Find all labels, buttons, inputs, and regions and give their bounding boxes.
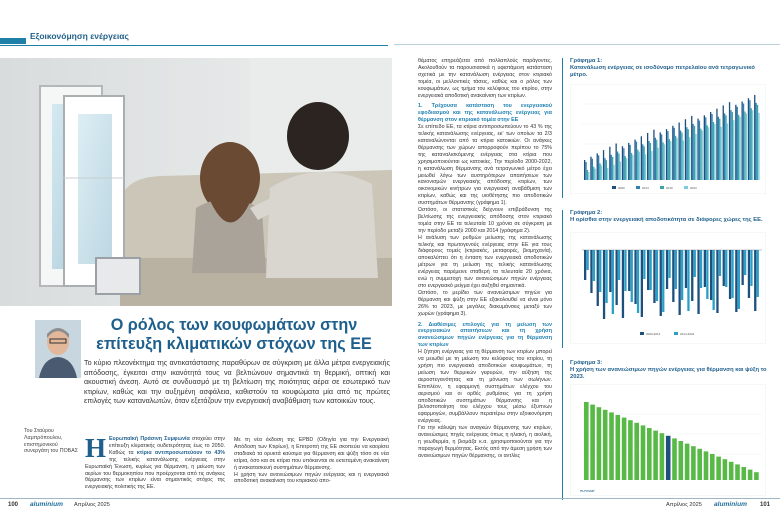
graph-3-bar <box>666 436 671 480</box>
graph-3-bar <box>735 464 740 480</box>
graph-3-title: Η χρήση των ανανεώσιμων πηγών ενέργειας για θέρμανση και ψύξη το 2023. <box>570 367 767 381</box>
graph-3-bar <box>729 462 734 480</box>
graph-2-bar <box>697 250 699 314</box>
graph-3-bar <box>748 470 753 480</box>
graph-1-bar <box>590 157 591 180</box>
graph-1-bar <box>604 158 605 180</box>
graph-1-bar <box>651 151 652 180</box>
graph-1-bar <box>593 167 594 180</box>
graph-1-bar <box>628 143 629 180</box>
body-column-3 <box>418 58 552 460</box>
graph-2-bar <box>647 250 649 290</box>
graph-1-bar <box>588 172 589 180</box>
graph-1-bar <box>744 112 745 181</box>
body-paragraph: Ωστόσο, το μερίδιο των ανανεώσιμων πηγών για θέρμανση και ψύξη στην ΕΕ εξακολουθεί να είναι μόνο 26% το 2023, με μεγάλες διακυμάνσεις μεταξύ των χωρών (γράφημα 3). <box>418 289 552 317</box>
graph-1-bar <box>699 121 700 180</box>
graph-2-chart <box>570 232 766 344</box>
graph-2-bar <box>597 250 599 306</box>
graph-2-bar <box>641 250 643 317</box>
svg-text:2019: 2019 <box>666 186 673 190</box>
svg-text:2023: 2023 <box>690 186 697 190</box>
graph-1-bar <box>617 152 618 181</box>
body-paragraph: Για την κάλυψη των αναγκών θέρμανσης των κτιρίων, ανανεώσιμες πηγές ενέργειας όπως η ηλιακή, η αιολική, η γεωθερμία, η βιομάζα κ.α. χρησιμοποιούνται για την παραγωγή θερμότητας. Εκτός από την άμεση χρήση των ανανεώσιμων πηγών θέρμανσης, οι αντλίες <box>418 425 552 459</box>
section-title: Εξοικονόμηση ενέργειας <box>30 31 129 41</box>
graph-1-title: Κατανάλωση ενέργειας σε ισοδύναμο πετρελαίου ανά τετραγωνικό μέτρο. <box>570 65 755 79</box>
graph-1-bar <box>620 162 621 181</box>
body-column-2: Με τη νέα έκδοση της EPBD (Οδηγία για την Ενεργειακή Απόδοση των Κτιρίων), η Επιτροπή της ΕΕ σκοπεύει να καορίσει σταδιακά τα ορυκτά καύσιμα για θέρμανση και ψύξη τόσο σε νέα κτίρια, όσο και σε κτίρια που υπόκεινται σε εκτεταμένη ανακαίνιση ή ανακατασκευή συστημάτων θέρμανσης. Η χρήση των ανανεώσιμων πηγών ενέργειας και η ενεργειακά αποδοτική ανακαίνιση του κτιριακού απο- <box>234 437 389 485</box>
graph-3-bar <box>691 446 696 480</box>
graph-1-bar <box>714 124 715 180</box>
graph-2-bar <box>691 250 693 301</box>
graph-1-bar <box>595 169 596 180</box>
graph-1-bar <box>642 144 643 180</box>
graph-1-bar <box>666 129 667 180</box>
graph-1-bar <box>680 131 681 181</box>
graph-2-bar <box>634 250 636 304</box>
graph-1-bar <box>751 108 752 180</box>
graph-1-bar <box>601 165 602 180</box>
graph-1-bar <box>749 100 750 180</box>
graph-3-panel <box>562 360 770 500</box>
graph-1-bar <box>655 138 656 180</box>
graph-1-bar <box>623 148 624 180</box>
graph-2-bar <box>754 250 756 311</box>
graph-1-bar <box>727 123 728 180</box>
left-issue-date: Απρίλιος 2025 <box>74 502 110 508</box>
right-page-number: 101 <box>760 502 771 508</box>
graph-1-bar <box>695 134 696 180</box>
graph-1-bar <box>721 127 722 180</box>
hero-photo <box>0 58 392 306</box>
graph-1-bar <box>730 110 731 180</box>
subheading-2: 2. Διαθέσιμες επιλογές για τη μείωση των ενεργειακών απαιτήσεων και τη χρήση ανανεώσιμων πηγών ενέργειας για τη θέρμανση των κτιρίων <box>418 321 552 349</box>
graph-1-bar <box>732 112 733 180</box>
graph-1-bar <box>626 158 627 180</box>
graph-2-bar <box>656 250 658 301</box>
graph-1-bar <box>733 120 734 180</box>
graph-1-bar <box>592 159 593 180</box>
graph-1-bar <box>711 114 712 180</box>
left-brand-logo: aluminium <box>30 501 63 508</box>
graph-2-bar <box>618 250 620 280</box>
right-brand-logo: aluminium <box>714 501 747 508</box>
right-issue-date: Απρίλιος 2025 <box>666 502 702 508</box>
graph-2-bar <box>624 250 626 291</box>
graph-3-bar <box>710 454 715 480</box>
graph-1-bar <box>637 150 638 180</box>
graph-1-bar <box>710 112 711 180</box>
graph-2-title: Η ορίσθια στην ενεργειακή αποδοτικότητα σε διάφορες χώρες της ΕΕ. <box>570 217 763 224</box>
graph-2-bar <box>729 250 731 299</box>
author-photo <box>35 320 81 378</box>
graph-1-bar <box>669 139 670 180</box>
graph-1-bar <box>693 124 694 180</box>
graph-1-bar <box>647 133 648 180</box>
graph-2-bar <box>716 250 718 313</box>
graph-1-bar <box>603 150 604 180</box>
graph-2-bar <box>650 250 652 290</box>
graph-3-bar <box>754 472 759 480</box>
graph-2-bar <box>603 250 605 319</box>
graph-2-bar <box>584 250 586 280</box>
graph-2-bar <box>735 250 737 312</box>
graph-1-bar <box>707 125 708 180</box>
graph-2-bar <box>593 250 595 281</box>
graph-1-bar <box>660 132 661 180</box>
graph-2-bar <box>725 250 727 287</box>
svg-text:2000: 2000 <box>618 186 625 190</box>
graph-3-bar <box>609 412 614 480</box>
graph-3-bar <box>697 449 702 480</box>
graph-1-bar <box>679 123 680 181</box>
drop-cap: Η <box>85 433 107 463</box>
graph-1-bar <box>613 165 614 180</box>
graph-1-bar <box>653 130 654 180</box>
graph-1-bar <box>702 131 703 180</box>
graph-2-bar <box>675 250 677 289</box>
graph-1-bar <box>739 117 740 180</box>
graph-2-panel <box>562 210 770 348</box>
graph-1-bar <box>683 141 684 181</box>
graph-2-bar <box>744 250 746 275</box>
graph-2-bar <box>685 250 687 288</box>
graph-3-bar <box>679 441 684 480</box>
graph-3-bar <box>660 433 665 480</box>
graph-1-bar <box>584 160 585 180</box>
body-paragraph: Η ανάλυση των ρυθμών μείωσης της κατανάλωσης τελικής και πρωτογενούς ενέργειας στην ΕΕ για τους διάφορους τομείς (κτιριακός, μεταφορές, βιομηχανία), αποκαλύπτει ότι η ένταση των ενεργειακά αποδοτικών μέτρων για τη μείωση της τελικής κατανάλωσης ενέργειας παρέμεινε σταθερή τα τελευταία 20 χρόνια, ενώ η συμμετοχή των ανανεώσιμων πηγών ενέργειας στο ενεργειακό μείγμα έχει αυξηθεί σημαντικά. <box>418 234 552 289</box>
graph-1-bar <box>735 105 736 180</box>
graph-1-bar <box>631 153 632 180</box>
graph-1-bar <box>718 117 719 180</box>
graph-1-bar <box>743 104 744 181</box>
graph-1-bar <box>645 154 646 180</box>
graph-2-bar <box>616 250 618 305</box>
graph-3-bar <box>622 418 627 480</box>
graph-2-bar <box>687 250 689 311</box>
graph-1-bar <box>729 102 730 180</box>
graph-2-bar <box>694 250 696 277</box>
graph-2-bar <box>757 250 759 297</box>
left-page-number: 100 <box>8 502 19 508</box>
graph-2-bar <box>668 250 670 278</box>
body-column-1 <box>85 433 225 491</box>
graph-1-bar <box>656 140 657 180</box>
graph-2-bar <box>723 250 725 286</box>
graph-1-bar <box>625 156 626 180</box>
graph-1-bar <box>758 113 759 180</box>
graph-2-bar <box>599 250 601 292</box>
graph-1-bar <box>672 126 673 180</box>
graph-3-bar <box>597 407 602 480</box>
graph-1-chart <box>570 84 766 194</box>
graph-1-bar <box>697 119 698 180</box>
graph-1-bar <box>688 129 689 180</box>
graph-2-bar <box>637 250 639 313</box>
graph-1-bar <box>723 105 724 180</box>
graph-2-bar <box>719 250 721 276</box>
graph-1-bar <box>742 102 743 181</box>
graph-1-bar <box>752 110 753 180</box>
subheading-1: 1. Τρέχουσα κατάσταση του ενεργειακού εφοδιασμού και της κατανάλωσης ενέργειας για θέρμανση στον κτιριακό τομέα στην ΕΕ <box>418 103 552 124</box>
graph-1-bar <box>737 107 738 180</box>
graph-2-bar <box>628 250 630 291</box>
graph-1-bar <box>634 140 635 180</box>
graph-1-bar <box>616 144 617 181</box>
graph-1-bar <box>644 146 645 180</box>
graph-1-bar <box>676 138 677 180</box>
graph-2-bar <box>605 250 607 303</box>
graph-2-bar <box>612 250 614 314</box>
graph-3-bar <box>616 415 621 480</box>
graph-1-bar <box>675 136 676 180</box>
graph-3-bar <box>647 428 652 480</box>
graph-1-bar <box>705 117 706 180</box>
lead-paragraph: Το κύριο πλεονέκτημα της αντικατάστασης παραθύρων σε σύγκριση με άλλα μέτρα ενεργειακής απόδοσης, έγκειται στην ικανότητά τους να βελτιώνουν σημαντικά τη θερμική, οπτική και ακουστική άνεση. Αυτό σε συνδυασμό με τη βελτίωση της ποιότητας αέρα σε εσωτερικό των κτιρίων, καθώς και την αυξημένη ασφάλεια, καθιστούν τα κουφώματα μία από τις πρώτες επιλογές των καταναλωτών, όταν εξετάζουν την ενεργειακή αναβάθμιση των κατοικιών τους. <box>84 358 390 406</box>
graph-1-bar <box>632 155 633 180</box>
body-paragraph: Σε επίπεδο ΕΕ, τα κτίρια αντιπροσωπεύουν το 43 % της τελικής κατανάλωσης ενέργειας, εκ' των οποίων τα 2/3 καταναλώνονται από τα κτίρια κατοικιών. Οι ανάγκες θέρμανσης των χώρων απορροφούν περίπου το 75% της καταναλισκόμενης ενέργειας στα κτίρια που χρησιμοποιούνται ως κατοικίες. Την περίοδο 2000-2022, η κατανάλωση θέρμανσης ανά τετραγωνικό μέτρο έχει μειωθεί λόγω των αυστηρότερων απαιτήσεων των κανονισμών ενεργειακής απόδοσης κτιρίων, των οικονομικών κινήτρων για ενεργειακή αναβάθμιση των κτιρίων, καθώς και της υιοθέτησης πιο αποδοτικών συστημάτων θέρμανσης (γράφημα 1). <box>418 124 552 207</box>
graph-1-bar <box>622 146 623 180</box>
svg-text:2000-2014: 2000-2014 <box>646 332 661 336</box>
graph-2-bar <box>738 250 740 309</box>
graph-1-bar <box>650 143 651 180</box>
graph-3-bar <box>704 451 709 480</box>
graph-2-bar <box>609 250 611 292</box>
body-paragraph: Ωστόσο, οι στατιστικές δείχνουν επιβράδυνση της βελτίωσης της ενεργειακής απόδοσης στον κτιριακό τομέα στην ΕΕ τα τελευταία 10 χρόνια σε σύγκριση με την περίοδο μεταξύ 2000 και 2014 (γράφημα 2). <box>418 207 552 234</box>
graph-3-bar <box>634 423 639 480</box>
graph-2-bar <box>706 250 708 299</box>
graph-1-bar <box>658 148 659 180</box>
graph-1-bar <box>648 141 649 180</box>
svg-text:2014-2022: 2014-2022 <box>680 332 695 336</box>
graph-3-bar <box>641 425 646 480</box>
graph-1-bar <box>681 133 682 181</box>
graph-1-bar <box>674 128 675 180</box>
graph-2-bar <box>587 250 589 270</box>
graph-1-bar <box>612 157 613 180</box>
graph-1-bar <box>661 134 662 180</box>
graph-1-bar <box>611 155 612 180</box>
footer-rule <box>0 498 780 499</box>
graph-2-bar <box>710 250 712 300</box>
graph-1-bar <box>670 141 671 180</box>
graph-1-bar <box>686 127 687 180</box>
graph-1-panel <box>562 58 770 198</box>
graph-2-bar <box>731 250 733 298</box>
graph-2-bar <box>643 250 645 279</box>
author-caption: Του Σταύρου Λαμπρόπουλου, επιστημονικού συνεργάτη του ΠΟΒΑΣ <box>24 428 79 455</box>
graph-2-bar <box>748 250 750 298</box>
body-paragraph: Η ζήτηση ενέργειας για τη θέρμανση των κτιρίων μπορεί να μειωθεί με τη μείωση του κελύφους του κτιρίου, τη χρήση πιο ενεργειακά αποδοτικών κουφωμάτων, τη μείωση των θερμικών γεφυρών, την αύξηση της αεροστεγανότητας και τη μόνωση των σωλήνων. Επιπλέον, η εφαρμογή συστημάτων ελέγχου του αερισμού και οι ορθές ρυθμίσεις για τη χρήση αποδοτικών συστημάτων θέρμανσης και η βελτιστοποίηση του ελέγχου τους μέσω έξυπνων εφαρμογών, συμβάλλουν περαιτέρω στην εξοικονόμηση ενέργειας. <box>418 349 552 425</box>
graph-2-bar <box>742 250 744 285</box>
graph-3-bar <box>723 459 728 480</box>
body-text-1: στοχεύει στην επίτευξη κλιματικής ουδετερότητας έως το 2050. Καθώς τα <box>109 436 225 456</box>
graph-2-bar <box>704 250 706 287</box>
graph-1-bar <box>746 114 747 181</box>
graph-1-bar <box>708 127 709 180</box>
graph-2-bar <box>622 250 624 318</box>
graph-1-bar <box>598 155 599 180</box>
graph-1-bar <box>599 163 600 180</box>
graph-1-bar <box>662 142 663 180</box>
graph-1-bar <box>585 162 586 180</box>
graph-1-bar <box>725 115 726 180</box>
graph-2-bar <box>631 250 633 302</box>
graph-1-bar <box>713 122 714 180</box>
graph-2-bar <box>700 250 702 288</box>
graph-1-bar <box>641 136 642 180</box>
graph-3-bar <box>628 420 633 480</box>
graph-1-bar <box>639 152 640 180</box>
graph-3-bar <box>685 444 690 480</box>
graph-1-bar <box>606 160 607 180</box>
graph-1-bar <box>700 129 701 180</box>
graph-3-bar <box>653 431 658 480</box>
graph-1-bar <box>685 119 686 180</box>
graph-2-bar <box>679 250 681 315</box>
graph-1-bar <box>691 116 692 180</box>
graph-2-bar <box>672 250 674 302</box>
graph-1-bar <box>756 103 757 180</box>
graph-1-bar <box>748 98 749 180</box>
graph-1-bar <box>587 170 588 180</box>
graph-1-bar <box>689 137 690 180</box>
graph-1-bar <box>607 168 608 180</box>
graph-3-bar <box>603 410 608 480</box>
graph-1-bar <box>609 147 610 180</box>
graph-3-bar <box>742 467 747 480</box>
graph-1-bar <box>664 144 665 180</box>
graph-2-bar <box>653 250 655 303</box>
graph-2-bar <box>660 250 662 316</box>
graph-1-bar <box>754 95 755 180</box>
graph-2-bar <box>750 250 752 286</box>
highlight-43-percent: κτίρια αντιπροσωπεύουν το 43% <box>136 449 225 456</box>
graph-3-bar <box>590 405 595 480</box>
graph-1-bar <box>716 109 717 180</box>
graph-2-bar <box>713 250 715 310</box>
graph-1-bar <box>694 126 695 180</box>
graph-1-bar <box>724 113 725 180</box>
article-title: Ο ρόλος των κουφωμάτων στην επίτευξη κλιματικών στόχων της ΕΕ <box>96 316 372 353</box>
right-page-rule <box>394 44 780 45</box>
graph-1-bar <box>636 142 637 180</box>
graph-3-bar <box>716 457 721 480</box>
graph-1-bar <box>704 115 705 180</box>
graph-2-bar <box>662 250 664 312</box>
graph-2-bar <box>681 250 683 300</box>
body-text-2: της τελικής κατανάλωσης ενέργειας στην Ευρωπαϊκή Ένωση, κυρίως για θέρμανση, η μείωση των αερίων του θερμοκηπίου που προέρχονται από τις ανάγκες θέρμανσης των κτιρίων είναι σημαντικός στόχος της ενεργειακής πολιτικής της ΕΕ. <box>85 456 225 491</box>
graph-3-label: Γράφημα 3: <box>570 360 603 366</box>
graph-3-bar <box>672 438 677 480</box>
highlight-green-deal: Ευρωπαϊκή Πράσινη Συμφωνία <box>109 436 190 442</box>
graph-2-bar <box>590 250 592 293</box>
graph-2-bar <box>666 250 668 289</box>
graph-2-label: Γράφημα 2: <box>570 210 603 216</box>
graph-1-bar <box>630 145 631 180</box>
graph-1-label: Γράφημα 1: <box>570 58 603 64</box>
graph-1-bar <box>719 119 720 180</box>
graph-3-chart <box>570 384 766 496</box>
graph-3-bar <box>584 402 589 480</box>
graph-3-source: eurostat <box>580 488 595 493</box>
svg-text:2014: 2014 <box>642 186 649 190</box>
graph-1-bar <box>757 105 758 180</box>
graph-1-bar <box>738 115 739 180</box>
graph-1-bar <box>618 154 619 181</box>
body-paragraph: θέματος επηρεάζεται από πολλαπλούς παράγοντες. Ακολουθούν τα παρουσιασικά η υφιστάμενη κατάσταση σχετικά με την κατανάλωση ενέργειας στον κτιριακό τομέα, οι μελλοντικές τάσεις, καθώς και ο ρόλος των κουφωμάτων, ως τμήμα του κελύφους του κτιρίου, στην ενεργειακά αποδοτική ανακαίνιση των κτιρίων. <box>418 58 552 99</box>
graph-1-bar <box>597 153 598 180</box>
graph-1-bar <box>667 131 668 180</box>
